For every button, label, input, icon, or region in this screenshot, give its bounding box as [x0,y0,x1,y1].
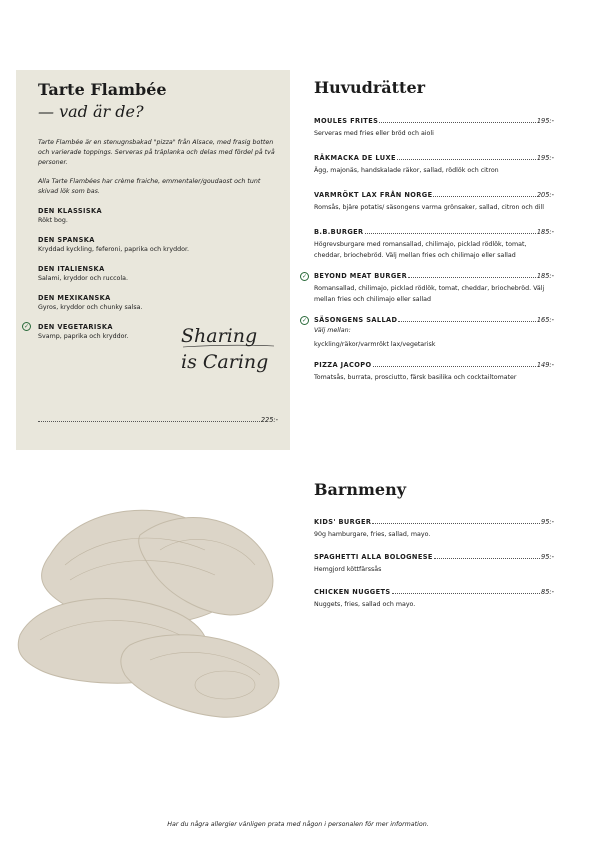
flambee-intro: Tarte Flambée är en stenugnsbakad "pizza" från Alsace, med frasig botten och varierade toppings. Serveras på träplanka och delas med fördel på två personer. [38,139,275,166]
menu-item-desc: Romsås, bjäre potatis/ säsongens varma grönsaker, sallad, citron och dill [314,204,545,211]
menu-item [314,227,554,261]
flambee-item-desc: Gyros, kryddor och chunky salsa. [38,304,143,311]
menu-item-desc: Ägg, majonäs, handskalade räkor, sallad, rödlök och citron [314,167,499,174]
menu-item-desc: kyckling/räkor/varmrökt lax/vegetarisk [314,341,436,348]
allergy-footer-note: Har du några allergier vänligen prata med någon i personalen för mer information. [167,821,429,828]
flambee-item [38,293,278,313]
flambee-item-name: DEN SPANSKA [38,236,95,244]
menu-item-price: 185:- [536,272,554,280]
huvudratter-title: Huvudrätter [314,78,426,97]
menu-item-name: RÄKMACKA DE LUXE [314,154,396,162]
flambee-item [38,264,278,284]
menu-item-name: CHICKEN NUGGETS [314,588,391,596]
flambee-item-desc: Kryddad kyckling, feferoni, paprika och kryddor. [38,246,189,253]
menu-item-price: 195:- [536,154,554,162]
flambee-item-desc: Rökt bog. [38,217,68,224]
menu-item [314,116,554,139]
mussels-illustration [10,495,285,725]
menu-item-price: 95:- [541,518,554,526]
huvudratter-list [301,116,554,393]
flambee-base-info: Alla Tarte Flambées har crème fraiche, emmentaler/goudaost och tunt skivad lök som bas. [38,178,261,195]
menu-item [301,315,554,350]
menu-item-name: BEYOND MEAT BURGER [314,272,408,280]
menu-item-name: VARMRÖKT LAX FRÅN NORGE [314,191,433,199]
leaf-icon: ✓ [301,273,308,280]
menu-item-desc: Högrevsburgare med romansallad, chilimajo, picklad rödlök, tomat, cheddar, briochebröd. Välj mellan fries och chilimajo eller sallad [314,241,527,259]
menu-item [314,552,554,575]
menu-item-desc: 90g hamburgare, fries, sallad, mayo. [314,531,431,538]
flambee-item-name: DEN ITALIENSKA [38,265,105,273]
flambee-price-line [38,416,278,424]
menu-item-desc: Nuggets, fries, sallad och mayo. [314,601,416,608]
menu-item-name: SÄSONGENS SALLAD [314,316,398,324]
flambee-price: 225:- [260,416,278,424]
flambee-item-desc: Salami, kryddor och ruccola. [38,275,129,282]
flambee-item-name: DEN MEXIKANSKA [38,294,111,302]
sharing-line-1: Sharing [181,325,258,347]
menu-item-desc: Serveras med fries eller bröd och aioli [314,130,434,137]
menu-item [314,587,554,610]
menu-item [314,190,554,213]
leaf-icon: ✓ [301,317,308,324]
menu-item-price: 185:- [536,228,554,236]
menu-item-price: 205:- [536,191,554,199]
menu-item-price: 195:- [536,117,554,125]
menu-item-desc-note: Välj mellan: [314,327,351,334]
leaf-icon: ✓ [23,323,30,330]
flambee-item [38,235,278,255]
flambee-subtitle: — vad är de? [38,102,144,121]
menu-item-name: PIZZA JACOPO [314,361,372,369]
menu-item-name: SPAGHETTI ALLA BOLOGNESE [314,553,433,561]
menu-item-desc: Romansallad, chilimajo, picklad rödlök, tomat, cheddar, briochebröd. Välj mellan fries och chilimajo eller sallad [314,285,545,303]
barnmeny-title: Barnmeny [314,480,406,499]
barnmeny-list [314,517,554,620]
tarte-flambee-panel [16,70,290,450]
menu-item [314,360,554,383]
menu-item-price: 85:- [541,588,554,596]
menu-item [314,153,554,176]
menu-item-desc: Hemgjord köttfärssås [314,566,382,573]
menu-item [314,517,554,540]
flambee-item-name: DEN KLASSISKA [38,207,103,215]
menu-item-price: 95:- [541,553,554,561]
menu-item-name: MOULES FRITES [314,117,379,125]
menu-item-name: B.B.BURGER [314,228,364,236]
menu-item-price: 149:- [536,361,554,369]
flambee-item [38,206,278,226]
sharing-is-caring-script [179,320,299,380]
flambee-title: Tarte Flambée [38,80,167,99]
menu-item [301,271,554,305]
menu-item-price: 165:- [536,316,554,324]
menu-item-desc: Tomatsås, burrata, prosciutto, färsk basilika och cocktailtomater [314,374,517,381]
sharing-line-2: is Caring [181,351,269,373]
flambee-item-name: DEN VEGETARISKA [38,323,113,331]
flambee-item-desc: Svamp, paprika och kryddor. [38,333,129,340]
menu-item-name: KIDS' BURGER [314,518,372,526]
